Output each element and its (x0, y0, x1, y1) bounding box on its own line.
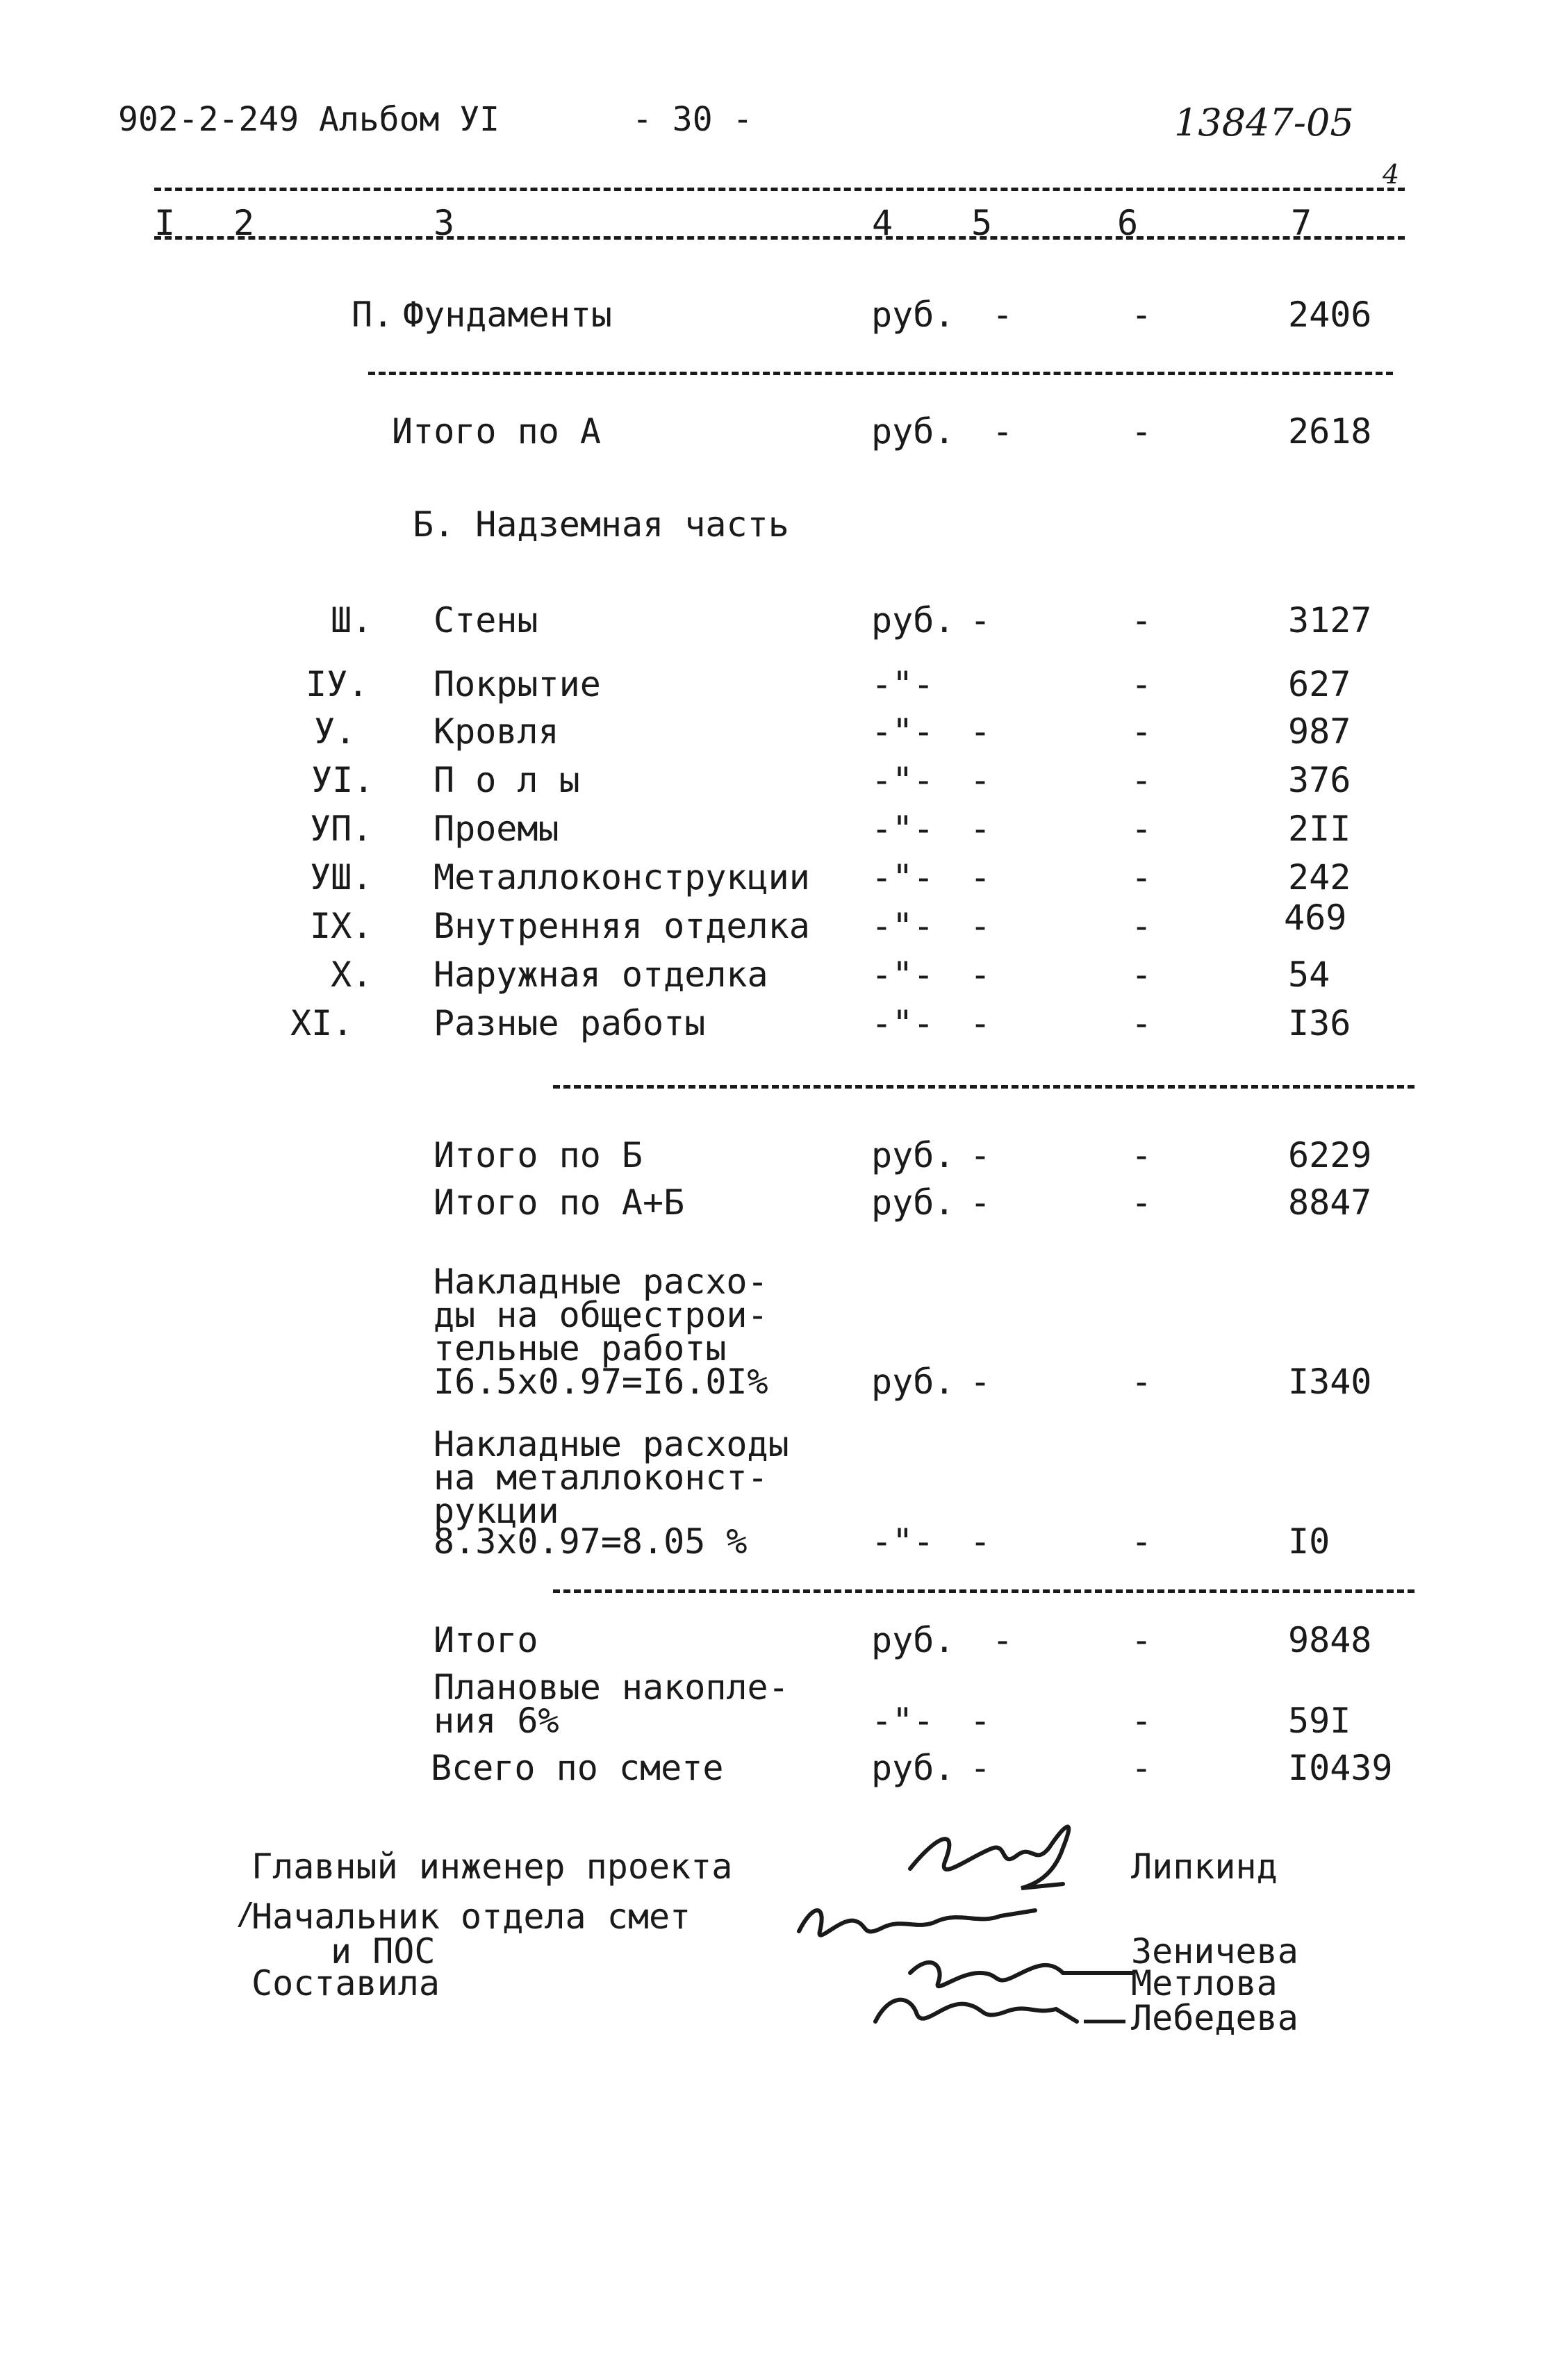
header-rule-bottom (154, 236, 1405, 240)
document-number: 13847-05 (1174, 101, 1354, 144)
page-number: - 30 - (632, 100, 753, 139)
handwritten-signature (792, 1890, 1042, 1952)
corner-mark: 4 (1383, 159, 1400, 190)
signatory-name: Липкинд (1131, 1846, 1278, 1887)
rule (553, 1085, 1414, 1089)
album-reference: 902-2-249 Альбом УI (118, 100, 500, 139)
column-number: 5 (971, 203, 993, 243)
column-number: 2 (233, 203, 255, 243)
signatory-role: Начальник отдела смет (251, 1896, 691, 1937)
column-number: I (154, 203, 176, 243)
section-title: Б. Надземная часть (413, 504, 789, 545)
signatory-name: Метлова (1131, 1963, 1278, 2003)
column-number: 7 (1291, 203, 1312, 243)
rule (553, 1589, 1414, 1593)
signatory-name: Лебедева (1131, 1998, 1298, 2038)
column-number: 6 (1117, 203, 1139, 243)
estimate-page: 902-2-249 Альбом УI - 30 - 13847-05 4 I 2 3 4 5 6 7 П. Фундаменты руб. - - 2406 Итого по А руб. - - 2618 Б. Надземная часть Ш. Стены руб. - - 3127 IУ. Покрытие -"- - 627 У. Кровля -"- - - 987 УI. П о л ы -"- - - 376 УП. Проемы -"- - - 2II УШ. Металлоконструкции -"- - - 242 IX. Внутренняя отделка -"- - - 469 X. Наружная отделка -"- - - 54 XI. Разные работы -"- - - I36 Итого по Б руб. - - 6229 Итого по А+Б руб. - - 8847 Накладные расхо- ды на общестрои- тельные работы I6.5x0.97=I6.0I% руб. - - I340 Накладные расходы на металлоконст- рукции 8.3x0.97=8.05 % -"- - - I0 Итого руб. - - 9848 Плановые накопле- ния 6% -"- - - 59I Всего по смете руб. - - I0439 Главный инженер проекта / Начальник отдела смет и ПОС Составила Липкинд Зеничева Метлова Лебедева (0, 0, 1559, 2380)
signatory-name: Зеничева (1131, 1931, 1298, 1972)
column-number: 4 (872, 203, 893, 243)
handwritten-signature (868, 1945, 1146, 2035)
slash-mark: / (236, 1896, 255, 1932)
signatory-role: Главный инженер проекта (251, 1846, 733, 1887)
column-number: 3 (434, 203, 455, 243)
rule (368, 372, 1393, 375)
handwritten-signature (896, 1806, 1105, 1896)
header-rule-top (154, 188, 1405, 191)
signatory-role: Составила (251, 1963, 440, 2003)
signatory-role: и ПОС (331, 1931, 436, 1972)
